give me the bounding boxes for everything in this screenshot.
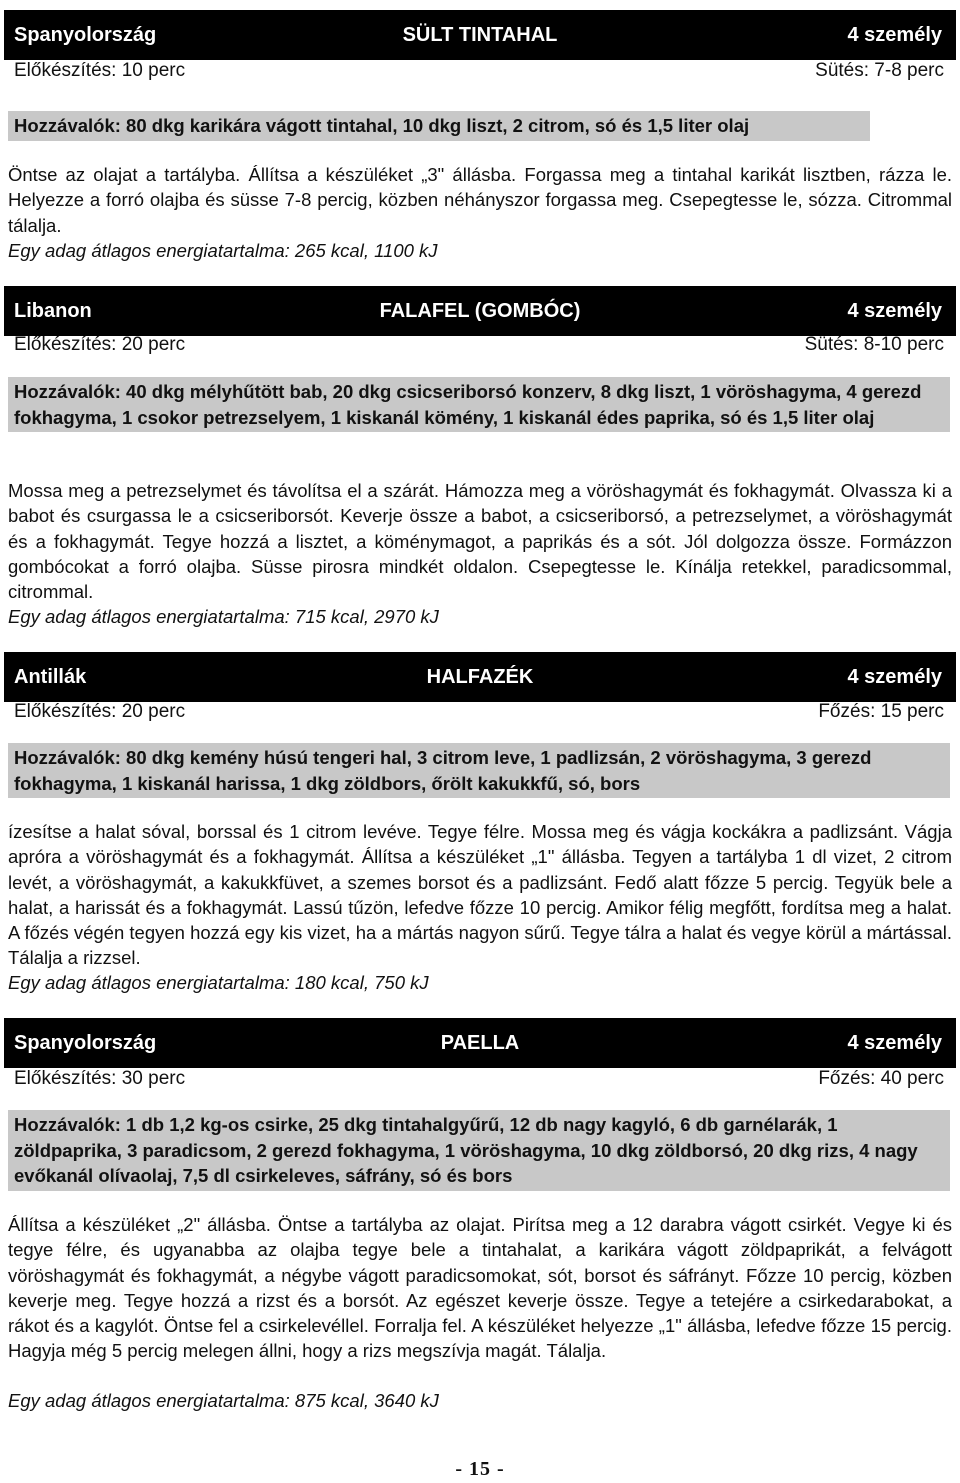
ingredients-box: Hozzávalók: 80 dkg kemény húsú tengeri hal, 3 citrom leve, 1 padlizsán, 2 vöröshagyma, 3 gerezd fokhagyma, 1 kiskanál harissa, 1 dkg zöldbors, őrölt kakukkfű, só, bors xyxy=(8,743,950,798)
recipe-servings: 4 személy xyxy=(847,666,942,688)
cook-time: Főzés: 15 perc xyxy=(818,701,944,722)
recipe-country: Libanon xyxy=(14,300,92,322)
instructions-text: Állítsa a készüléket „2" állásba. Öntse a tartályba az olajat. Pirítsa meg a 12 darabra vágott csirkét. Vegye ki és tegye félre, és ugyanabba az olajba tegye bele a tintahalat, a karikára vágott zöldpaprikát, a felvágott vöröshagymát és fokhagymát, a négybe vágott paradicsomokat, sót, borsot és sáfrányt. Főzze 10 percig, közben keverje meg. Tegye hozzá a rizst és a borsót. Az egészet keverje össze. Tegye a tetejére a csirkedarabokat, a rákot és a kagylót. Öntse fel a csirkelevéllel. Forralja fel. A készüléket helyezze „1" állásba, lefedve főzze 15 percig. Hagyja még 5 percig melegen állni, hogy a rizs megszívja magát. Tálalja. xyxy=(8,1214,952,1362)
recipe-country: Spanyolország xyxy=(14,1032,157,1054)
recipe-servings: 4 személy xyxy=(847,1032,942,1054)
instructions-text: Öntse az olajat a tartályba. Állítsa a készüléket „3" állásba. Forgassa meg a tintahal karikát lisztben, rázza le. Helyezze a forró olajba és süsse 7-8 percig, közben néhányszor forgassa meg. Csepegtesse le, sózza. Citrommal tálalja. xyxy=(8,164,952,236)
recipe-times xyxy=(14,701,944,727)
ingredients-box: Hozzávalók: 80 dkg karikára vágott tintahal, 10 dkg liszt, 2 citrom, só és 1,5 liter olaj xyxy=(8,111,870,141)
ingredients-box: Hozzávalók: 1 db 1,2 kg-os csirke, 25 dkg tintahalgyűrű, 12 db nagy kagyló, 6 db garnélarák, 1 zöldpaprika, 3 paradicsom, 2 gerezd fokhagyma, 1 vöröshagyma, 10 dkg zöldborsó, 20 dkg rizs, 4 nagy evőkanál olívaolaj, 7,5 dl csirkeleves, sáfrány, só és bors xyxy=(8,1110,950,1191)
recipe-country: Spanyolország xyxy=(14,24,157,46)
cook-time: Sütés: 7-8 perc xyxy=(815,60,944,81)
recipe-header xyxy=(4,1018,956,1068)
recipe-header xyxy=(4,286,956,336)
recipe-servings: 4 személy xyxy=(847,300,942,322)
recipe-times xyxy=(14,334,944,360)
recipe-servings: 4 személy xyxy=(847,24,942,46)
cook-time: Főzés: 40 perc xyxy=(818,1068,944,1089)
recipe-times xyxy=(14,1068,944,1094)
recipe-title: FALAFEL (GOMBÓC) xyxy=(379,300,581,322)
cook-time: Sütés: 8-10 perc xyxy=(804,334,944,355)
recipe-times xyxy=(14,60,944,86)
recipe-title: SÜLT TINTAHAL xyxy=(402,24,558,46)
energy-info: Egy adag átlagos energiatartalma: 180 kcal, 750 kJ xyxy=(8,972,429,993)
prep-time: Előkészítés: 20 perc xyxy=(14,334,186,355)
recipe-title: HALFAZÉK xyxy=(426,666,534,688)
recipe-header xyxy=(4,10,956,60)
instructions-text: ízesítse a halat sóval, borssal és 1 citrom levéve. Tegye félre. Mossa meg és vágja kockákra a padlizsánt. Vágja apróra a vöröshagymát és a fokhagymát. Állítsa a készüléket „1" állásba. Tegyen a tartályba 1 dl vizet, 2 citrom levét, a vöröshagymát, a kakukkfüvet, a szemes borsot és a padlizsánt. Fedő alatt főzze 5 percig. Tegyük bele a halat, a harissát és a fokhagymát. Lassú tűzön, lefedve főzze 10 percig. Amikor félig megfőtt, fordítsa meg a halat. A főzés végén tegyen hozzá egy kis vizet, ha a mártás nagyon sűrű. Tegye tálra a halat és vegye körül a mártással. Tálalja a rizzsel. xyxy=(8,821,952,969)
energy-info: Egy adag átlagos energiatartalma: 265 kcal, 1100 kJ xyxy=(8,240,438,261)
recipe-country: Antillák xyxy=(14,666,87,688)
energy-info: Egy adag átlagos energiatartalma: 875 kcal, 3640 kJ xyxy=(8,1390,439,1411)
page-number: - 15 - xyxy=(455,1458,505,1480)
prep-time: Előkészítés: 30 perc xyxy=(14,1068,186,1089)
energy-info: Egy adag átlagos energiatartalma: 715 kcal, 2970 kJ xyxy=(8,606,439,627)
instructions-text: Mossa meg a petrezselymet és távolítsa el a szárát. Hámozza meg a vöröshagymát és fokhagymát. Olvassza ki a babot és csurgassa le a csicseriborsót. Keverje össze a babot, a csicseriborsó, a petrezselymet, a vöröshagymát és a fokhagymát. Tegye hozzá a lisztet, a köménymagot, a paprikás és a sót. Jól dolgozza össze. Formázzon gombócokat a forró olajba. Süsse pirosra mindkét oldalon. Csepegtesse le. Kínálja retekkel, paradicsommal, citrommal. xyxy=(8,480,952,603)
ingredients-box: Hozzávalók: 40 dkg mélyhűtött bab, 20 dkg csicseriborsó konzerv, 8 dkg liszt, 1 vöröshagyma, 4 gerezd fokhagyma, 1 csokor petrezselyem, 1 kiskanál kömény, 1 kiskanál édes paprika, só és 1,5 liter olaj xyxy=(8,377,950,432)
recipe-title: PAELLA xyxy=(440,1032,520,1054)
prep-time: Előkészítés: 20 perc xyxy=(14,701,186,722)
prep-time: Előkészítés: 10 perc xyxy=(14,60,186,81)
recipe-header xyxy=(4,652,956,702)
